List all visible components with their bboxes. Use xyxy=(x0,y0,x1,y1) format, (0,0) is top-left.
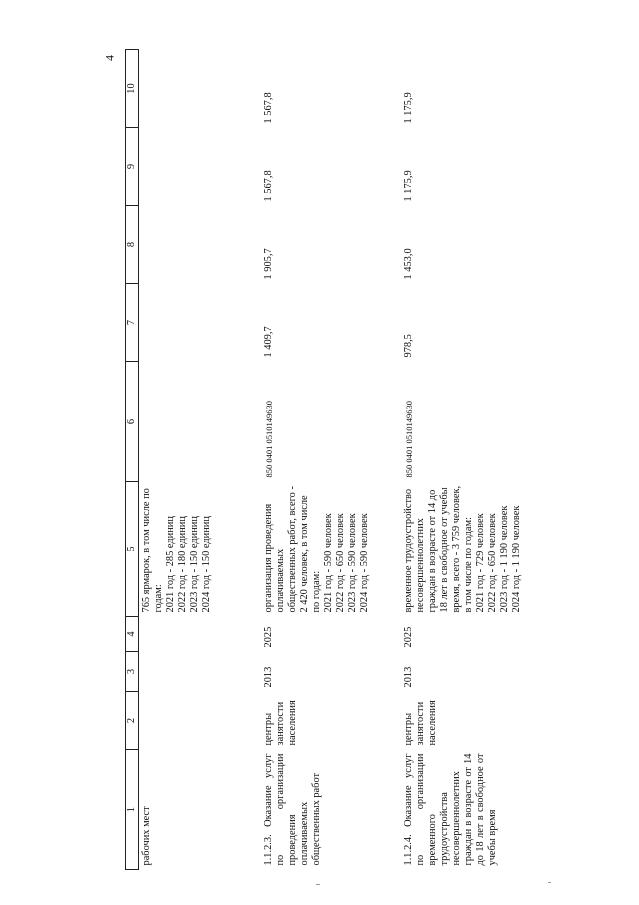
amount-col-10: 1 175,9 xyxy=(402,92,414,124)
amount-col-9: 1 175,9 xyxy=(402,170,414,202)
table-row xyxy=(401,50,525,870)
amount-col-8 xyxy=(139,206,261,284)
col-header-8: 8 xyxy=(126,206,139,284)
amount-col-7: 978,5 xyxy=(402,334,414,358)
col-header-1: 1 xyxy=(126,750,139,870)
budget-code: 850 0401 0510149630 xyxy=(263,401,274,478)
amount-col-10: 1 567,8 xyxy=(262,92,274,124)
scan-speck xyxy=(548,882,551,883)
page-number: 4 xyxy=(102,55,117,61)
table-row xyxy=(261,50,401,870)
table-row xyxy=(139,50,261,870)
col-header-5: 5 xyxy=(126,482,139,617)
amount-col-9: 1 567,8 xyxy=(262,170,274,202)
expected-result: организация проведения оплачиваемых общественных работ, всего - 2 420 человек, в том числе по годам: 2021 год - 590 человек 2022 год - 650 человек 2023 год - 590 человек 2024 год - 590 человек xyxy=(262,486,370,613)
expected-result: 765 ярмарок, в том числе по годам: 2021 год - 285 единиц 2022 год - 180 единиц 2023 год - 150 единиц 2024 год - 150 единиц xyxy=(141,488,212,613)
col-header-3: 3 xyxy=(126,652,139,692)
col-header-10: 10 xyxy=(126,50,139,128)
executor: центры занятости населения xyxy=(262,700,298,746)
rotated-table-frame xyxy=(125,50,605,870)
end-year xyxy=(139,617,261,652)
col-header-9: 9 xyxy=(126,128,139,206)
executor xyxy=(139,692,261,750)
col-header-2: 2 xyxy=(126,692,139,750)
expected-result: временное трудоустройство несовершеннолетних граждан в возрасте от 14 до 18 лет в свободное от учебы время, всего - 3 759 человек, в том числе по годам: 2021 год - 729 человек 2022 год - 650 человек 2023 год - 1 190 человек 2024 год - 1 190 человек xyxy=(402,485,522,613)
amount-col-7: 1 409,7 xyxy=(262,326,274,358)
amount-col-10 xyxy=(139,50,261,128)
amount-col-7 xyxy=(139,284,261,362)
activity-name: 1.1.2.4. Оказание услуг по организации временного трудоустройства несовершеннолетних граждан в возрасте от 14 до 18 лет в свободное от учебы время xyxy=(402,753,498,866)
activity-name: рабочих мест xyxy=(141,806,152,866)
end-year: 2025 xyxy=(262,626,274,648)
program-activities-table xyxy=(125,49,525,870)
col-header-4: 4 xyxy=(126,617,139,652)
start-year: 2013 xyxy=(402,666,414,688)
executor: центры занятости населения xyxy=(402,700,438,746)
col-header-6: 6 xyxy=(126,362,139,482)
header-row xyxy=(126,50,139,870)
amount-col-9 xyxy=(139,128,261,206)
budget-code xyxy=(139,362,261,482)
budget-code: 850 0401 0510149630 xyxy=(403,401,414,478)
activity-name: 1.1.2.3. Оказание услуг по организации проведения оплачиваемых общественных работ xyxy=(262,753,322,866)
start-year xyxy=(139,652,261,692)
scan-speck xyxy=(316,884,320,885)
amount-col-8: 1 905,7 xyxy=(262,248,274,280)
col-header-7: 7 xyxy=(126,284,139,362)
end-year: 2025 xyxy=(402,626,414,648)
start-year: 2013 xyxy=(262,666,274,688)
amount-col-8: 1 453,0 xyxy=(402,248,414,280)
